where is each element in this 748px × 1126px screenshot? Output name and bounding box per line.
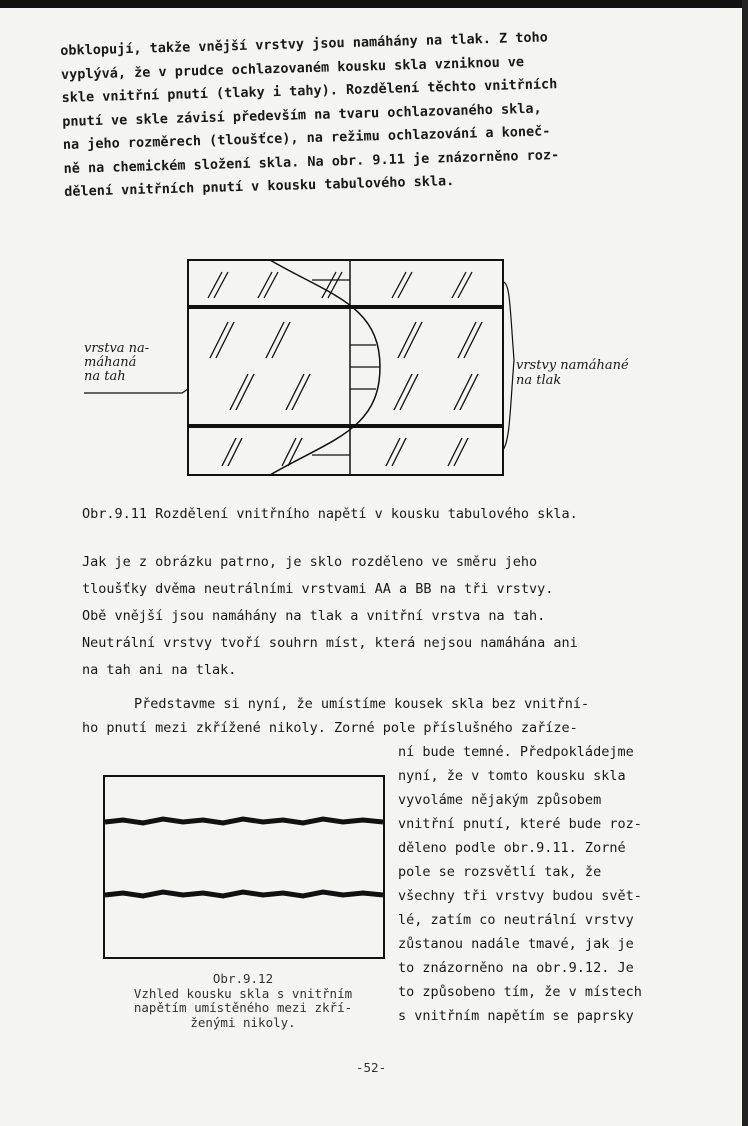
text-line: vnitřní pnutí, které bude roz- bbox=[398, 816, 642, 832]
label-compression-layers bbox=[516, 358, 696, 388]
text-line: ně na chemickém složení skla. Na obr. 9.11 je znázorněno roz- bbox=[63, 146, 560, 177]
text-line: na jeho rozměrech (tloušťce), na režimu ochlazování a koneč- bbox=[62, 123, 551, 153]
text-line: Neutrální vrstvy tvoří souhrn míst, která nejsou namáhána ani bbox=[82, 635, 578, 651]
text-line: děleno podle obr.9.11. Zorné bbox=[398, 840, 626, 856]
figure-9-12 bbox=[103, 775, 385, 959]
scan-edge-top bbox=[0, 0, 748, 8]
text-line: vyplývá, že v prudce ochlazovaném kousku skla vzniknou ve bbox=[60, 53, 525, 83]
label-line: vrstvy namáhané bbox=[516, 358, 629, 373]
text-line: všechny tři vrstvy budou svět- bbox=[398, 888, 642, 904]
label-line: máhaná bbox=[84, 355, 137, 370]
figure-9-11-caption: Obr.9.11 Rozdělení vnitřního napětí v kousku tabulového skla. bbox=[82, 506, 578, 522]
text-line: Obě vnější jsou namáhány na tlak a vnitřní vrstva na tah. bbox=[82, 608, 546, 624]
glass-pane-outline bbox=[104, 776, 384, 958]
text-line: to znázorněno na obr.9.12. Je bbox=[398, 960, 634, 976]
glass-crossed-nicols-diagram bbox=[103, 775, 385, 959]
text-line: s vnitřním napětím se paprsky bbox=[398, 1008, 634, 1024]
text-line: na tah ani na tlak. bbox=[82, 662, 237, 678]
scan-edge-right bbox=[742, 0, 748, 1126]
text-line: obklopují, takže vnější vrstvy jsou namáhány na tlak. Z toho bbox=[60, 29, 549, 59]
figure-9-12-caption bbox=[82, 972, 404, 1030]
text-line: nyní, že v tomto kousku skla bbox=[398, 768, 626, 784]
label-tension-layer bbox=[84, 342, 194, 384]
page-number: -52- bbox=[356, 1060, 387, 1075]
text-line: pnutí ve skle závisí především na tvaru ochlazovaného skla, bbox=[62, 100, 542, 130]
paragraph-3 bbox=[82, 692, 589, 740]
dark-neutral-band-bottom bbox=[105, 892, 383, 896]
text-line: lé, zatím co neutrální vrstvy bbox=[398, 912, 634, 928]
caption-line: Vzhled kousku skla s vnitřním bbox=[133, 985, 353, 1001]
text-line: ho pnutí mezi zkřížené nikoly. Zorné pole příslušného zaříze- bbox=[82, 720, 578, 736]
text-line: skle vnitřní pnutí (tlaky i tahy). Rozdělení těchto vnitřních bbox=[61, 76, 558, 106]
dark-neutral-band-top bbox=[105, 819, 383, 823]
label-line: na tah bbox=[84, 369, 126, 384]
paragraph-2 bbox=[82, 549, 722, 684]
figure-9-11 bbox=[80, 250, 700, 490]
text-line: to způsobeno tím, že v místech bbox=[398, 984, 642, 1000]
left-label-pointer bbox=[84, 389, 188, 393]
text-line: Představme si nyní, že umístíme kousek skla bez vnitřní- bbox=[134, 696, 590, 712]
right-column-text bbox=[398, 740, 718, 1028]
right-label-brace bbox=[503, 282, 514, 450]
caption-line: ženými nikoly. bbox=[190, 1014, 296, 1030]
text-line: pole se rozsvětlí tak, že bbox=[398, 864, 602, 880]
caption-line: Obr.9.12 bbox=[212, 971, 274, 986]
label-line: vrstva na- bbox=[84, 341, 150, 356]
caption-line: napětím umístěného mezi zkří- bbox=[133, 1000, 353, 1015]
text-line: dělení vnitřních pnutí v kousku tabulového skla. bbox=[64, 173, 455, 200]
text-line: tloušťky dvěma neutrálními vrstvami AA a BB na tři vrstvy. bbox=[82, 581, 554, 597]
text-line: Jak je z obrázku patrno, je sklo rozděleno ve směru jeho bbox=[82, 554, 538, 570]
text-line: vyvoláme nějakým způsobem bbox=[398, 792, 602, 808]
label-line: na tlak bbox=[516, 373, 562, 388]
paragraph-1 bbox=[60, 22, 714, 205]
text-line: ní bude temné. Předpokládejme bbox=[398, 744, 634, 760]
text-line: zůstanou nadále tmavé, jak je bbox=[398, 936, 634, 952]
